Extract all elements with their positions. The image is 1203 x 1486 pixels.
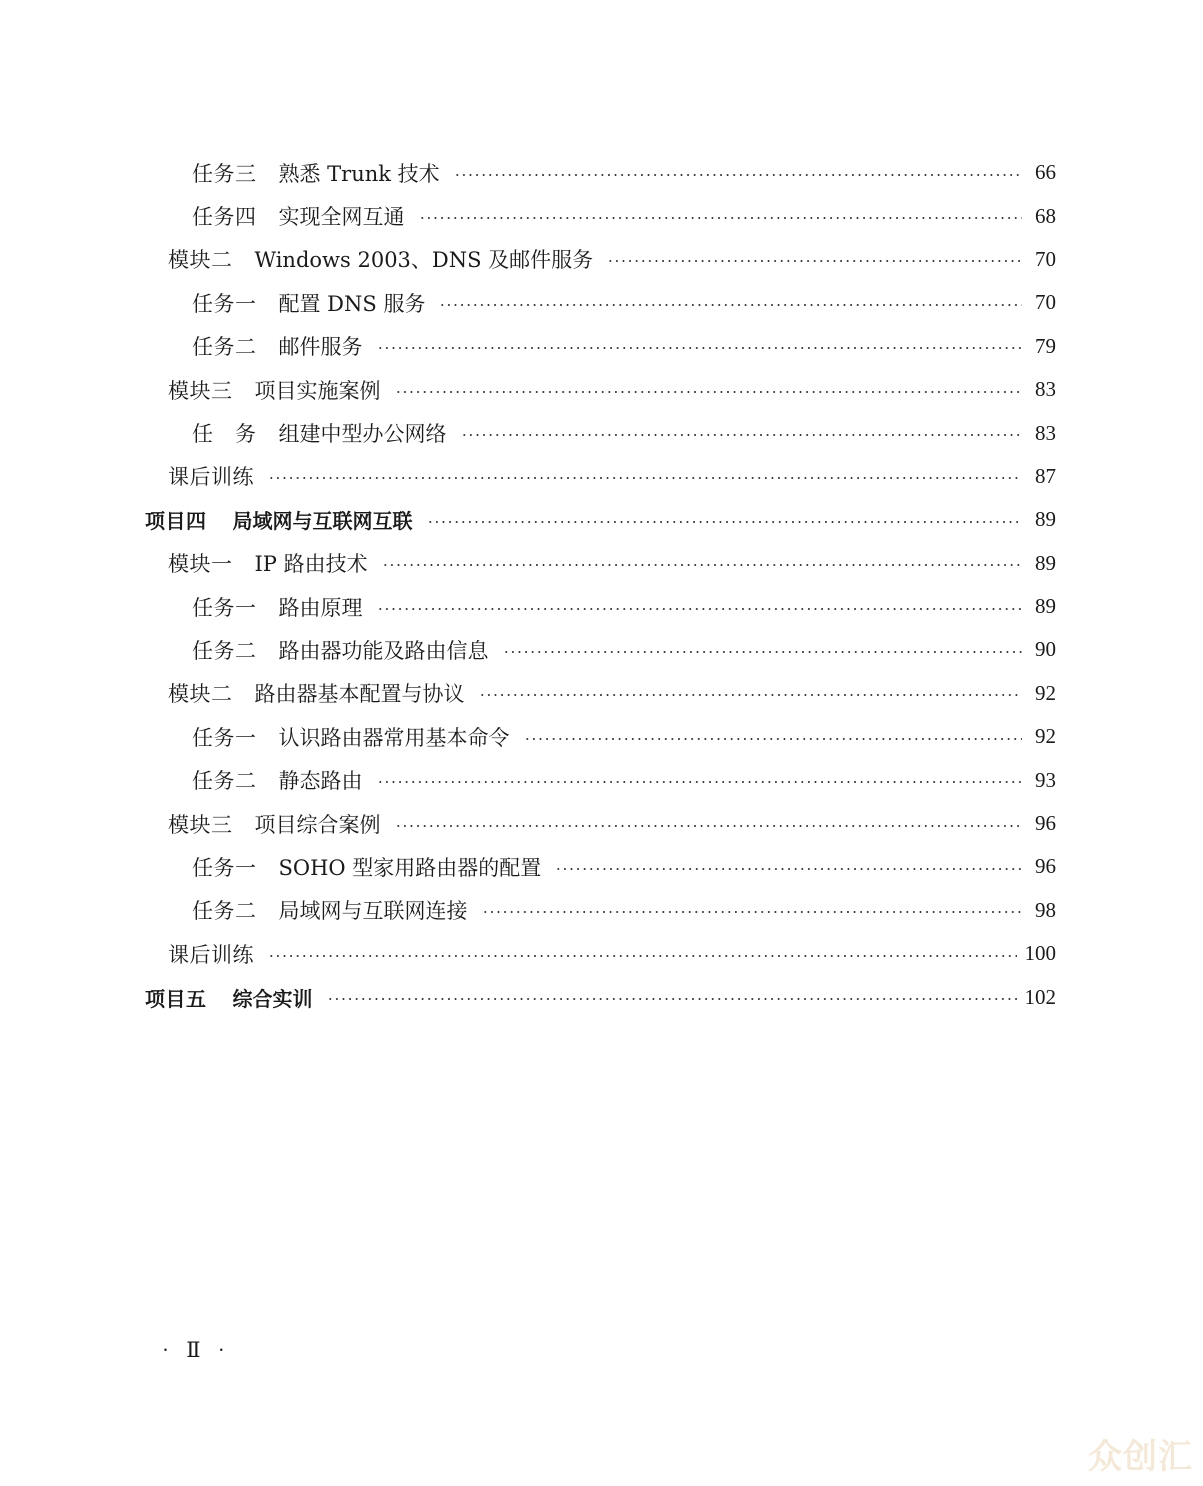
toc-entry-number: 模块二 [168, 682, 233, 707]
toc-entry-title: 组建中型办公网络 [278, 422, 447, 447]
toc-page-number: 92 [1035, 680, 1056, 705]
dot-leader [482, 911, 1023, 913]
toc-page-number: 89 [1035, 594, 1056, 619]
toc-page-number: 68 [1035, 203, 1056, 228]
toc-entry-title: IP 路由技术 [254, 552, 368, 577]
toc-page-number: 90 [1035, 637, 1056, 662]
toc-page-number: 89 [1035, 507, 1056, 532]
toc-page-number: 83 [1035, 377, 1056, 402]
toc-entry-title: 局域网与互联网互联 [232, 509, 413, 534]
toc-page-number: 98 [1035, 897, 1056, 922]
toc-entry-title: 路由器功能及路由信息 [278, 638, 489, 663]
toc-entry-number: 任 务 [192, 422, 257, 447]
toc-entry-number: 任务四 [192, 205, 257, 230]
toc-entry-title: 静态路由 [278, 769, 363, 794]
toc-page-number: 70 [1035, 246, 1056, 271]
toc-entry-title: 配置 DNS 服务 [278, 291, 426, 316]
toc-module-row[interactable] [0, 368, 1203, 411]
toc-entry-title: 认识路由器常用基本命令 [278, 725, 510, 750]
dot-leader [607, 260, 1022, 262]
toc-page-number: 66 [1035, 160, 1056, 185]
toc-entry-number: 任务二 [192, 638, 257, 663]
toc-project-row[interactable] [0, 975, 1203, 1018]
dot-leader [377, 347, 1023, 349]
toc-entry-number: 项目五 [145, 986, 207, 1011]
dot-leader [503, 651, 1023, 653]
toc-task-row[interactable] [0, 151, 1203, 194]
toc-entry-title: Windows 2003、DNS 及邮件服务 [254, 248, 594, 273]
toc-task-row[interactable] [0, 758, 1203, 801]
toc-task-row[interactable] [0, 845, 1203, 888]
toc-entry-number: 课后训练 [168, 465, 254, 490]
toc-entry-number: 任务二 [192, 335, 257, 360]
toc-page-number: 89 [1035, 550, 1056, 575]
toc-entry-number: 模块一 [168, 552, 233, 577]
dot-leader [268, 477, 1022, 479]
toc-module-row[interactable] [0, 802, 1203, 845]
table-of-contents [0, 151, 1203, 1019]
dot-leader [479, 694, 1023, 696]
dot-leader [439, 304, 1022, 306]
dot-leader [268, 955, 1017, 957]
toc-page-number: 87 [1035, 463, 1056, 488]
toc-task-row[interactable] [0, 411, 1203, 454]
toc-entry-title: 项目实施案例 [254, 378, 381, 403]
dot-leader [377, 608, 1023, 610]
dot-leader [382, 564, 1022, 566]
toc-entry-number: 模块三 [168, 378, 233, 403]
toc-entry-title: 综合实训 [232, 986, 313, 1011]
toc-entry-number: 任务一 [192, 855, 257, 880]
dot-leader [461, 434, 1023, 436]
toc-task-row[interactable] [0, 715, 1203, 758]
toc-entry-title: 熟悉 Trunk 技术 [278, 161, 440, 186]
toc-module-row[interactable] [0, 672, 1203, 715]
toc-page-number: 100 [1024, 941, 1056, 966]
dot-leader [377, 781, 1023, 783]
dot-leader [419, 217, 1023, 219]
toc-entry-title: 路由器基本配置与协议 [254, 682, 465, 707]
toc-entry-number: 任务一 [192, 725, 257, 750]
page-number-footer: · Ⅱ · [162, 1338, 231, 1362]
toc-page-number: 79 [1035, 333, 1056, 358]
dot-leader [395, 825, 1023, 827]
toc-entry-title: 实现全网互通 [278, 205, 405, 230]
toc-entry-number: 模块三 [168, 812, 233, 837]
dot-leader [327, 998, 1017, 1000]
toc-task-row[interactable] [0, 194, 1203, 237]
toc-entry-title: 路由原理 [278, 595, 363, 620]
watermark-logo: 众创汇 [1088, 1437, 1193, 1477]
toc-entry-number: 课后训练 [168, 942, 254, 967]
toc-entry-number: 任务一 [192, 291, 257, 316]
toc-module-row[interactable] [0, 542, 1203, 585]
toc-entry-title: 项目综合案例 [254, 812, 381, 837]
toc-entry-number: 任务一 [192, 595, 257, 620]
dot-leader [395, 391, 1023, 393]
toc-project-row[interactable] [0, 498, 1203, 541]
toc-entry-number: 模块二 [168, 248, 233, 273]
dot-leader [524, 738, 1023, 740]
toc-entry-title: SOHO 型家用路由器的配置 [278, 855, 542, 880]
toc-page-number: 96 [1035, 811, 1056, 836]
toc-task-row[interactable] [0, 889, 1203, 932]
toc-page-number: 70 [1035, 290, 1056, 315]
toc-task-row[interactable] [0, 628, 1203, 671]
toc-page-number: 92 [1035, 724, 1056, 749]
toc-task-row[interactable] [0, 281, 1203, 324]
toc-module-row[interactable] [0, 932, 1203, 975]
toc-entry-number: 任务二 [192, 899, 257, 924]
dot-leader [427, 521, 1023, 523]
toc-entry-title: 邮件服务 [278, 335, 363, 360]
toc-page-number: 93 [1035, 767, 1056, 792]
dot-leader [555, 868, 1022, 870]
toc-page-number: 102 [1024, 984, 1056, 1009]
toc-entry-number: 项目四 [145, 509, 207, 534]
toc-page-number: 96 [1035, 854, 1056, 879]
toc-entry-number: 任务二 [192, 769, 257, 794]
toc-task-row[interactable] [0, 325, 1203, 368]
toc-page-number: 83 [1035, 420, 1056, 445]
toc-module-row[interactable] [0, 455, 1203, 498]
toc-entry-title: 局域网与互联网连接 [278, 899, 468, 924]
toc-module-row[interactable] [0, 238, 1203, 281]
dot-leader [454, 174, 1022, 176]
toc-task-row[interactable] [0, 585, 1203, 628]
toc-entry-number: 任务三 [192, 161, 257, 186]
